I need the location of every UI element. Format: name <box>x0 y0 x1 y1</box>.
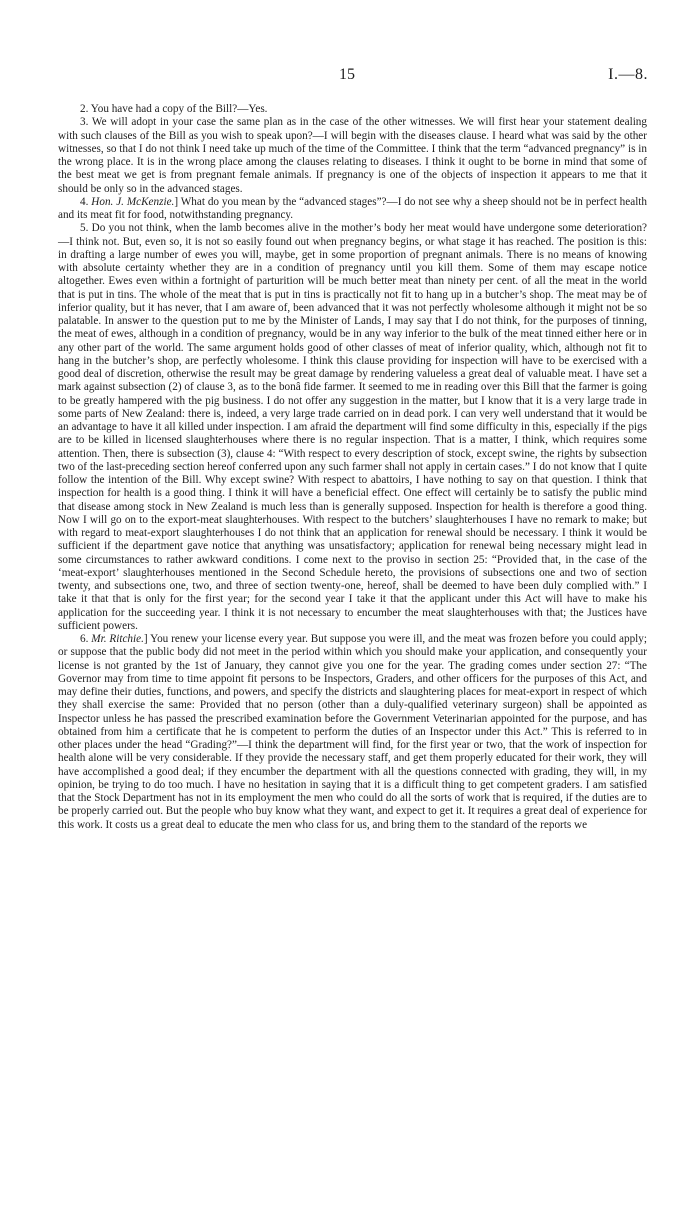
paragraph-2 <box>58 103 647 116</box>
paragraph-3 <box>58 116 647 196</box>
paragraph-text: ] What do you mean by the “advanced stages”?—I do not see why a sheep should not be in perfect health and its meat fit for food, notwithstanding pregnancy. <box>58 195 647 221</box>
paragraph-text: 3. We will adopt in your case the same plan as in the case of the other witnesses. We will first hear your statement dealing with such clauses of the Bill as you wish to speak upon?—I will begin with the diseases clause. I heard what was said by the other witnesses, so that I do not think I need take up much of the time of the Committee. I think that the term “advanced pregnancy” is in the wrong place. It is in the wrong place among the clauses relating to diseases. I think it ought to be borne in mind that some of the best meat we get is from pregnant female animals. If pregnancy is one of the objects of inspection it appears to me that it should be only so in the advanced stages. <box>58 116 647 195</box>
paragraph-4 <box>58 196 647 223</box>
testimony-body <box>58 103 647 832</box>
document-reference: I.—8. <box>608 66 648 83</box>
paragraph-text: ] You renew your license every year. But suppose you were ill, and the meat was frozen before you could apply; or suppose that the public body did not meet in the period within which you should make your application, and consequently your license is not granted by the 1st of January, they cannot give you one for the year. The grading comes under section 27: “The Governor may from time to time appoint fit persons to be Inspectors, Graders, and other officers for the purposes of this Act, and may define their duties, functions, and powers, and specify the districts and slaughtering places for meat-export in respect of which they shall exercise the same: Provided that no person (other than a duly-qualified veterinary surgeon) shall be appointed as Inspector unless he has passed the prescribed examination before the Government Veterinarian appointed for the purpose, and has obtained from him a certificate that he is competent to perform the duties of an Inspector under this Act.” This is referred to in other places under the head “Grading?”—I think the department will find, for the first year or two, that the work of inspection for health alone will be very considerable. If they provide the necessary staff, and get them properly educated for their work, they will have accomplished a good deal; if they encumber the department with all the questions connected with grading, they will, in my opinion, be trying to do too much. I have no hesitation in saying that it is a difficult thing to get competent graders. I am satisfied that the Stock Department has not in its employment the men who could do all the sorts of work that is required, if the duties are to be properly carried out. But the people who buy know what they want, and expect to get it. It requires a great deal of experience for this work. It costs us a great deal to educate the men who class for us, and bring them to the standard of the reports we <box>58 633 647 831</box>
speaker-name: Hon. J. McKenzie. <box>91 195 175 208</box>
paragraph-5 <box>58 222 647 633</box>
question-number: 6. <box>80 633 92 645</box>
page-number: 15 <box>339 66 355 83</box>
paragraph-text: 5. Do you not think, when the lamb becomes alive in the mother’s body her meat would have undergone some deterioration?—I think not. But, even so, it is not so easily found out when pregnancy begins, or what stage it has reached. The position is this: in drafting a large number of ewes you will, maybe, get in some proportion of pregnant animals. There is no means of knowing with absolute certainty whether they are in a condition of pregnancy until you kill them. Some of them may escape notice altogether. Ewes even within a fortnight of parturition will be much better meat than ninety per cent. of all the meat in the world that is put in tins. The whole of the meat that is put in tins is practically not fit to hang up in a butcher’s shop. The meat may be of inferior quality, but it has never, that I am aware of, been advanced that it was not perfectly wholesome although it might not be so palatable. In answer to the question put to me by the Minister of Lands, I may say that I do not think, for the purposes of tinning, the meat of ewes, although in a condition of pregnancy, would be in any way inferior to the bulk of the meat tinned either here or in any other part of the world. The same argument holds good of other classes of meat of inferior quality, which, although not fit to hang in the butcher’s shop, are perfectly wholesome. I think this clause providing for inspection will have to be exercised with a good deal of discretion, otherwise the result may be great damage by rendering valueless a great deal of valuable meat. I have set a mark against subsection (2) of clause 3, as to the bonâ fide farmer. It seemed to me in reading over this Bill that the farmer is going to be greatly hampered with the pig business. I do not offer any suggestion in the matter, but I know that it is a very large trade in some parts of New Zealand: there is, indeed, a very large trade carried on in dead pork. I can very well understand that it would be an advantage to have it all killed under inspection. I am afraid the department will find some difficulty in this, especially if the pigs are to be killed in licensed slaughterhouses where there is no regular inspection. That is a matter, I think, which requires some attention. Then, there is subsection (3), clause 4: “With respect to every description of stock, except swine, the rights by subsection two of the last-preceding section hereof conferred upon any such farmer shall not apply in certain cases.” I do not know that I quite follow the intention of the Bill. Why except swine? With respect to abattoirs, I have nothing to say on that question. I think that inspection for health is a good thing. I think it will have a beneficial effect. One effect will certainly be to satisfy the public mind that disease among stock in New Zealand is much less than is generally supposed. Inspection for health is therefore a good thing. Now I will go on to the export-meat slaughterhouses. With respect to the butchers’ slaughterhouses I have no remark to make; but with regard to meat-export slaughterhouses I do not think that an application for renewal should be necessary. I think it would be sufficient if the department gave notice that anything was unsatisfactory; application for renewal being necessary might lead in some circumstances to rather awkward conditions. I come next to the proviso in section 25: “Provided that, in the case of the ‘meat-export’ slaughterhouses mentioned in the Second Schedule hereto, the provisions of subsections one and two of section twenty, and subsections one, two, and three of section twenty-one, hereof, shall be deemed to have been duly complied with.” I take it that that is only for the first year; for the second year I take it that the applicant under this Act will have to make his application for the succeeding year. I think it is not necessary to encumber the meat slaughterhouses with that; the Justices have sufficient powers. <box>58 222 647 632</box>
question-number: 4. <box>80 195 92 208</box>
speaker-name: Mr. Ritchie. <box>91 633 144 645</box>
paragraph-text: 2. You have had a copy of the Bill?—Yes. <box>80 103 268 115</box>
paragraph-6 <box>58 633 647 832</box>
